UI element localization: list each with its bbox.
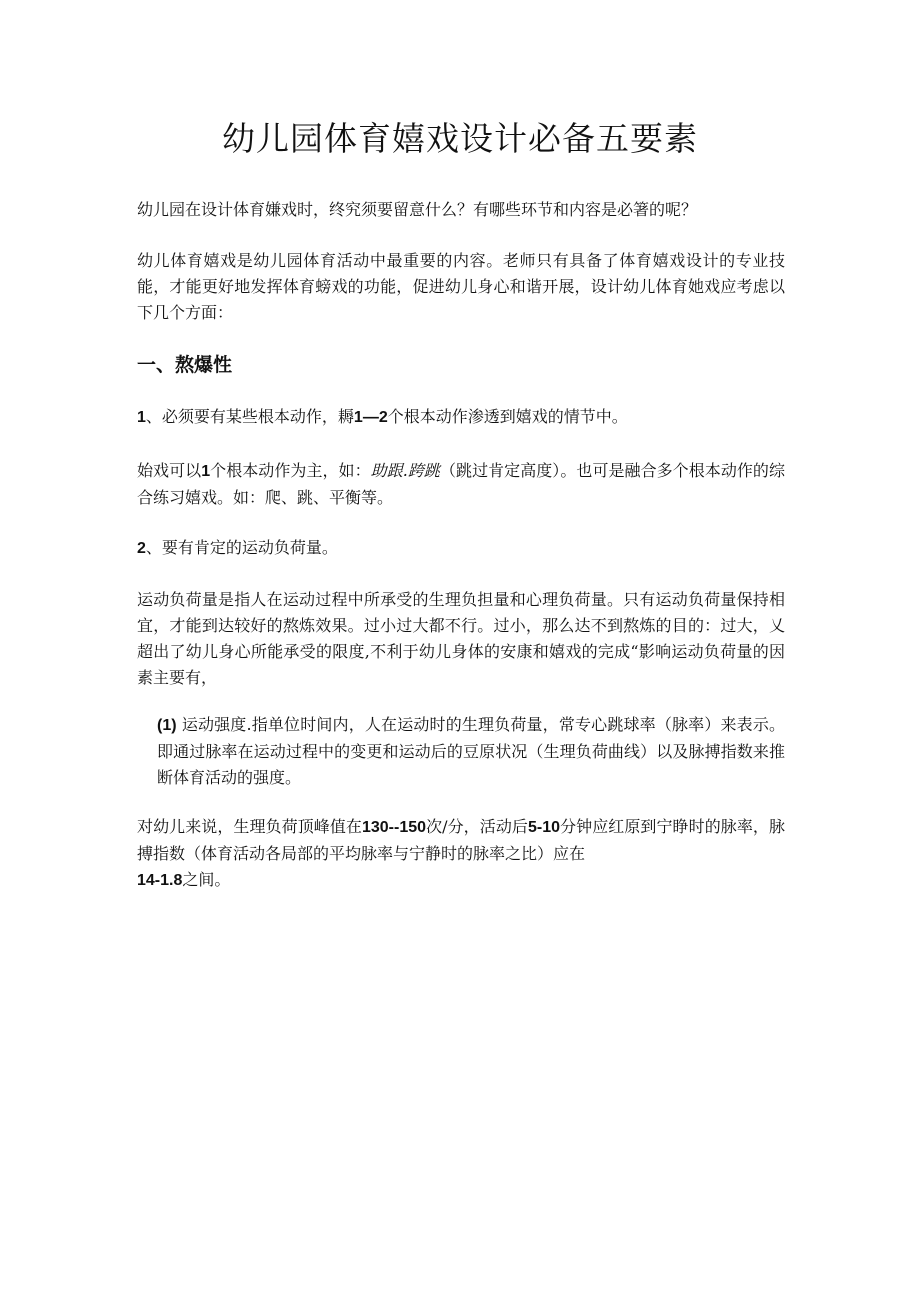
item-1-number: 1 — [137, 409, 146, 426]
item-1-text-a: 、必须要有某些根本动作，耨 — [145, 407, 354, 426]
example-paragraph — [137, 458, 785, 511]
final-text-b: 次/分，活动后 — [426, 817, 528, 836]
example-text-b: 个根本动作为主，如： — [210, 461, 371, 480]
final-number-a: 130--150 — [361, 819, 427, 836]
final-text-a: 对幼儿来说，生理负荷顶峰值在 — [137, 817, 362, 836]
intro-question: 幼儿园在设计体育嫌戏时，终究须要留意什么？有哪些环节和内容是必箸的呢？ — [137, 200, 698, 219]
item-1-text-b: 个根本动作渗透到嬉戏的情节中。 — [387, 407, 628, 426]
item-1 — [137, 404, 785, 431]
sub-item-1-text: 运动强度.指单位时间内，人在运动时的生理负荷量，常专心跳球率（脉率）来表示。即通过脉率在运动过程中的变更和运动后的豆原状况（生理负荷曲线）以及脉搏指数来推断体育活动的强度。 — [157, 715, 785, 787]
item-2 — [137, 535, 785, 562]
page-title: 幼儿园体育嬉戏设计必备五要素 — [222, 119, 698, 158]
example-italic: 助跟.跨跳 — [370, 461, 440, 480]
example-number: 1 — [201, 463, 211, 480]
section-heading: 一、熬爆性 — [137, 354, 233, 376]
final-number-b: 5-10 — [527, 819, 560, 836]
sub-item-1 — [137, 712, 785, 791]
item-1-number-range: 1—2 — [353, 409, 388, 426]
sub-item-1-number: (1) — [157, 717, 177, 734]
example-text-c: （跳过肯定高度）。也可是融合多个根本动作的综合练习嬉戏。如：爬、跳、平衡等。 — [137, 461, 785, 507]
load-paragraph: 运动负荷量是指人在运动过程中所承受的生理负担量和心理负荷量。只有运动负荷量保持相宜，才能到达较好的熬炼效果。过小过大都不行。过小，那么达不到熬炼的目的：过大，乂超出了幼儿身心所能承受的限度,不利于幼儿身体的安康和嬉戏的完成“影响运动负荷量的因素主要有， — [137, 590, 785, 687]
example-text-a: 始戏可以 — [137, 461, 202, 480]
item-2-text: 、要有肯定的运动负荷量。 — [145, 538, 338, 557]
final-text-c: 分钟应红原到宁睁时的脉率，脉搏指数（体育活动各局部的平均脉率与宁静时的脉率之比）应在 — [137, 817, 785, 863]
final-number-c: 14-1.8 — [137, 872, 183, 889]
final-paragraph — [137, 814, 785, 894]
item-2-number: 2 — [137, 540, 146, 557]
intro-body: 幼儿体育嬉戏是幼儿园体育活动中最重要的内容。老师只有具备了体育嬉戏设计的专业技能，才能更好地发挥体育螃戏的功能，促进幼儿身心和谐开展，设计幼儿体育她戏应考虑以下几个方面： — [137, 251, 785, 322]
final-text-d: 之间。 — [182, 870, 231, 889]
